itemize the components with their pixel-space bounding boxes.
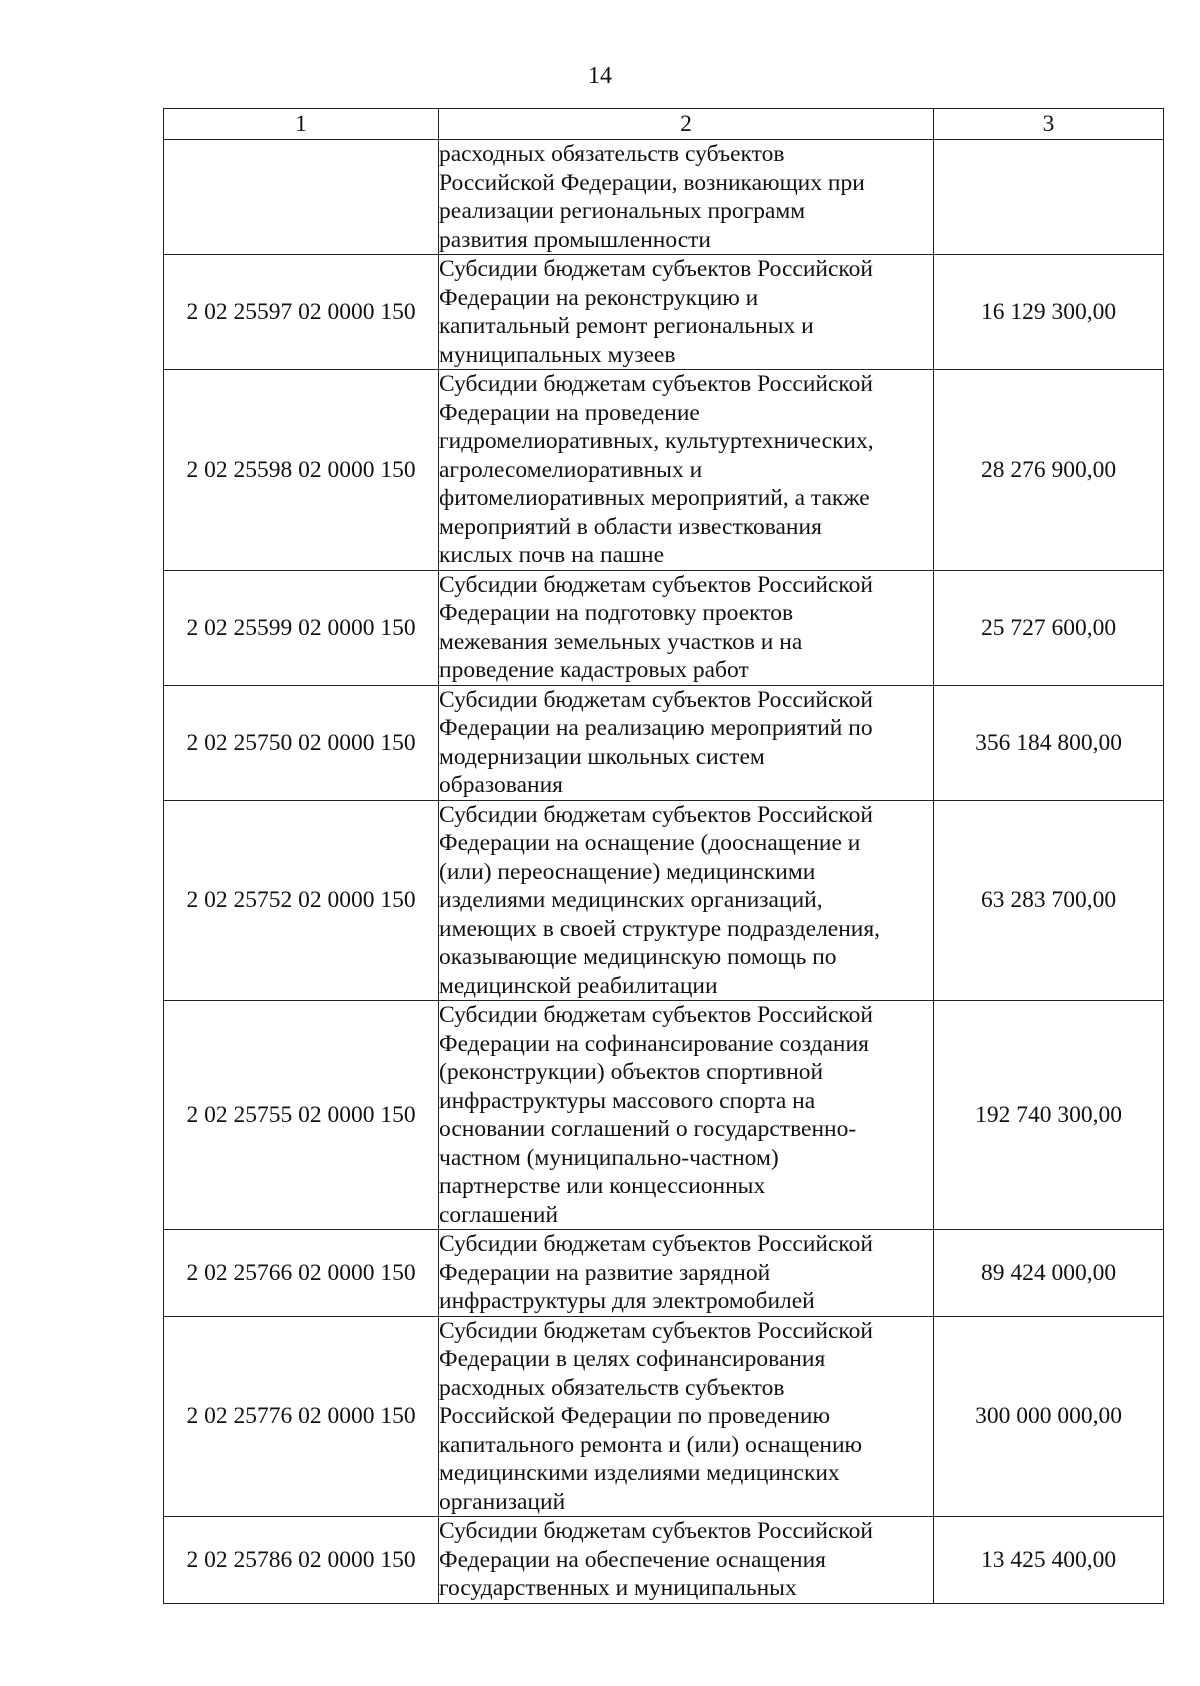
row-amount: 192 740 300,00 xyxy=(934,1001,1164,1230)
budget-table xyxy=(163,108,1164,1604)
table-row xyxy=(164,140,1164,255)
row-code: 2 02 25755 02 0000 150 xyxy=(164,1001,439,1230)
row-description-text: Субсидии бюджетам субъектов Российской Федерации на оснащение (дооснащение и (или) переоснащение) медицинскими изделиями медицинских организаций, имеющих в своей структуре подразделения, оказывающие медицинскую помощь по медицинской реабилитации xyxy=(439,801,881,999)
table-header xyxy=(164,109,1164,140)
row-description xyxy=(439,370,934,571)
table-body xyxy=(164,140,1164,1604)
row-code xyxy=(164,140,439,255)
table-row xyxy=(164,255,1164,370)
table-row xyxy=(164,370,1164,571)
row-amount xyxy=(934,140,1164,255)
table-row xyxy=(164,1316,1164,1517)
table-row xyxy=(164,1001,1164,1230)
row-description-text: Субсидии бюджетам субъектов Российской Федерации в целях софинансирования расходных обязательств субъектов Российской Федерации по проведению капитального ремонта и (или) оснащению медицинскими изделиями медицинских организаций xyxy=(439,1317,873,1515)
row-code: 2 02 25598 02 0000 150 xyxy=(164,370,439,571)
table-row xyxy=(164,1517,1164,1604)
row-code: 2 02 25750 02 0000 150 xyxy=(164,685,439,800)
row-amount: 16 129 300,00 xyxy=(934,255,1164,370)
row-amount: 28 276 900,00 xyxy=(934,370,1164,571)
row-description-text: расходных обязательств субъектов Российской Федерации, возникающих при реализации региональных программ развития промышленности xyxy=(439,141,865,253)
row-description xyxy=(439,1316,934,1517)
row-amount: 63 283 700,00 xyxy=(934,800,1164,1001)
row-description xyxy=(439,685,934,800)
row-code: 2 02 25766 02 0000 150 xyxy=(164,1230,439,1317)
table-row xyxy=(164,800,1164,1001)
table-row xyxy=(164,570,1164,685)
table-header-row xyxy=(164,109,1164,140)
row-code: 2 02 25599 02 0000 150 xyxy=(164,570,439,685)
row-description xyxy=(439,255,934,370)
row-description-text: Субсидии бюджетам субъектов Российской Федерации на софинансирование создания (реконструкции) объектов спортивной инфраструктуры массового спорта на основании соглашений о государственно- частном (муниципально-частном) партнерстве или концессионных соглашений xyxy=(439,1002,873,1228)
row-description xyxy=(439,1230,934,1317)
row-description xyxy=(439,800,934,1001)
row-description-text: Субсидии бюджетам субъектов Российской Федерации на подготовку проектов межевания земельных участков и на проведение кадастровых работ xyxy=(439,571,873,683)
column-header-1: 1 xyxy=(164,109,439,140)
row-description-text: Субсидии бюджетам субъектов Российской Федерации на развитие зарядной инфраструктуры для электромобилей xyxy=(439,1231,873,1314)
row-description-text: Субсидии бюджетам субъектов Российской Федерации на реконструкцию и капитальный ремонт региональных и муниципальных музеев xyxy=(439,256,873,368)
row-description xyxy=(439,570,934,685)
table-row xyxy=(164,1230,1164,1317)
row-description xyxy=(439,1001,934,1230)
row-amount: 89 424 000,00 xyxy=(934,1230,1164,1317)
row-description-text: Субсидии бюджетам субъектов Российской Федерации на реализацию мероприятий по модернизации школьных систем образования xyxy=(439,686,873,798)
row-code: 2 02 25752 02 0000 150 xyxy=(164,800,439,1001)
row-amount: 13 425 400,00 xyxy=(934,1517,1164,1604)
row-description xyxy=(439,140,934,255)
row-amount: 356 184 800,00 xyxy=(934,685,1164,800)
column-header-2: 2 xyxy=(439,109,934,140)
row-code: 2 02 25597 02 0000 150 xyxy=(164,255,439,370)
table-row xyxy=(164,685,1164,800)
page-number: 14 xyxy=(588,63,612,89)
row-amount: 300 000 000,00 xyxy=(934,1316,1164,1517)
row-description xyxy=(439,1517,934,1604)
row-description-text: Субсидии бюджетам субъектов Российской Федерации на обеспечение оснащения государственных и муниципальных xyxy=(439,1518,873,1601)
column-header-3: 3 xyxy=(934,109,1164,140)
row-description-text: Субсидии бюджетам субъектов Российской Федерации на проведение гидромелиоративных, культуртехнических, агролесомелиоративных и фитомелиоративных мероприятий, а также мероприятий в области известкования кислых почв на пашне xyxy=(439,371,874,568)
row-amount: 25 727 600,00 xyxy=(934,570,1164,685)
row-code: 2 02 25786 02 0000 150 xyxy=(164,1517,439,1604)
row-code: 2 02 25776 02 0000 150 xyxy=(164,1316,439,1517)
